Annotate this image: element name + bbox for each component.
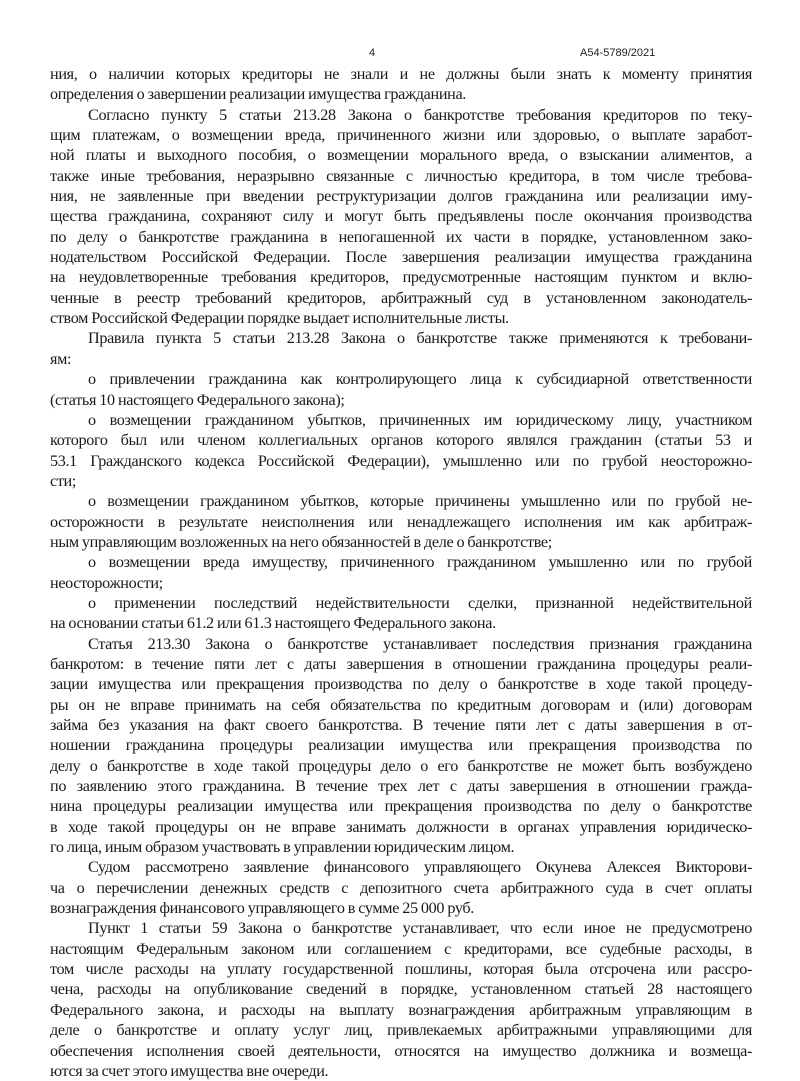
text-line: го лица, иным образом участвовать в управлении юридическим лицом. [50, 838, 515, 857]
text-line: определения о завершении реализации имущества гражданина. [50, 85, 466, 104]
text-line: о применении последствий недействительности сделки, признанной недействительной [88, 593, 752, 612]
text-line: деле о банкротстве и оплату услуг лиц, привлекаемых арбитражными управляющими для [50, 1021, 752, 1040]
text-line: на основании статьи 61.2 или 61.3 настоящего Федерального закона. [50, 614, 496, 633]
text-line: нина процедуры реализации имущества или прекращения производства по делу о банкротстве [50, 797, 752, 816]
text-line: щим платежам, о возмещении вреда, причиненного жизни или здоровью, о выплате заработ- [50, 126, 752, 145]
text-line: нодательством Российской Федерации. После завершения реализации имущества гражданина [50, 248, 752, 267]
text-line: настоящим Федеральным законом или соглашением с кредиторами, все судебные расходы, в [50, 939, 752, 958]
text-line: щества гражданина, сохраняют силу и могут быть предъявлены после окончания производства [50, 207, 752, 226]
text-line: Правила пункта 5 статьи 213.28 Закона о банкротстве также применяются к требовани- [88, 329, 752, 348]
text-line: о возмещении вреда имуществу, причиненного гражданином умышленно или по грубой [88, 553, 752, 572]
text-line: ям: [50, 349, 72, 368]
text-line: ются за счет этого имущества вне очереди. [50, 1061, 329, 1080]
paragraph [50, 64, 752, 105]
text-line: по делу о банкротстве гражданина в непогашенной их части в порядке, установленном зако- [50, 227, 752, 246]
text-line: также иные требования, неразрывно связанные с личностью кредитора, в том числе требова- [50, 166, 752, 185]
text-line: том числе расходы на уплату государственной пошлины, которая была отсрочена или рассро- [50, 960, 752, 979]
text-line: Статья 213.30 Закона о банкротстве устанавливает последствия признания гражданина [88, 634, 752, 653]
paragraph [50, 105, 752, 329]
text-line: вознаграждения финансового управляющего в сумме 25 000 руб. [50, 899, 474, 918]
text-line: на неудовлетворенные требования кредиторов, предусмотренные настоящим пунктом и вклю- [50, 268, 752, 287]
text-line: сти; [50, 471, 77, 490]
page-number: 4 [369, 47, 376, 59]
document-body [50, 64, 752, 1081]
paragraph [50, 491, 752, 552]
text-line: по заявлению этого гражданина. В течение трех лет с даты завершения в отношении гражда- [50, 777, 752, 796]
text-line: ры он не вправе принимать на себя обязательства по кредитным договорам и (или) договорам [50, 695, 752, 714]
text-line: Федерального закона, и расходы на выплату вознаграждения арбитражным управляющим в [50, 1000, 752, 1019]
text-line: 53.1 Гражданского кодекса Российской Федерации), умышленно или по грубой неосторожно- [50, 451, 752, 470]
text-line: делу о банкротстве в ходе такой процедуры дело о его банкротстве не может быть возбуждено [50, 756, 752, 775]
text-line: Судом рассмотрено заявление финансового управляющего Окунева Алексея Викторови- [88, 858, 752, 877]
paragraph [50, 328, 752, 369]
text-line: Согласно пункту 5 статьи 213.28 Закона о банкротстве требования кредиторов по теку- [88, 105, 752, 124]
text-line: ния, не заявленные при введении реструктуризации долгов гражданина или реализации иму- [50, 187, 752, 206]
text-line: о возмещении гражданином убытков, которые причинены умышленно или по грубой не- [88, 492, 752, 511]
text-line: ством Российской Федерации порядке выдает исполнительные листы. [50, 309, 509, 328]
text-line: неосторожности; [50, 573, 163, 592]
paragraph [50, 369, 752, 410]
case-number: А54-5789/2021 [580, 47, 656, 59]
paragraph [50, 918, 752, 1081]
page-header [0, 45, 800, 61]
paragraph [50, 410, 752, 491]
paragraph [50, 593, 752, 634]
text-line: Пункт 1 статьи 59 Закона о банкротстве устанавливает, что если иное не предусмотрено [88, 919, 752, 938]
text-line: ным управляющим возложенных на него обязанностей в деле о банкротстве; [50, 532, 552, 551]
text-line: ния, о наличии которых кредиторы не знали и не должны были знать к моменту принятия [50, 65, 752, 83]
text-line: ной платы и выходного пособия, о возмещении морального вреда, о взыскании алиментов, а [50, 146, 752, 165]
paragraph [50, 857, 752, 918]
text-line: в ходе такой процедуры он не вправе занимать должности в органах управления юридическо- [50, 817, 752, 836]
text-line: ча о перечислении денежных средств с депозитного счета арбитражного суда в счет оплаты [50, 878, 752, 897]
text-line: о привлечении гражданина как контролирующего лица к субсидиарной ответственности [88, 370, 752, 389]
text-line: обеспечения исполнения своей деятельности, относятся на имущество должника и возмеща- [50, 1041, 752, 1060]
text-line: ченные в реестр требований кредиторов, арбитражный суд в установленном законодатель- [50, 288, 752, 307]
text-line: (статья 10 настоящего Федерального закона); [50, 390, 345, 409]
text-line: о возмещении гражданином убытков, причиненных им юридическому лицу, участником [88, 410, 752, 429]
paragraph [50, 634, 752, 858]
text-line: банкротом: в течение пяти лет с даты завершения в отношении гражданина процедуры реали- [50, 654, 752, 673]
text-line: ношении гражданина процедуры реализации имущества или прекращения производства по [50, 736, 752, 755]
text-line: осторожности в результате неисполнения или ненадлежащего исполнения им как арбитраж- [50, 512, 752, 531]
text-line: займа без указания на факт своего банкротства. В течение пяти лет с даты завершения в от- [50, 716, 752, 734]
paragraph [50, 552, 752, 593]
text-line: чена, расходы на опубликование сведений в порядке, установленном статьей 28 настоящего [50, 980, 752, 999]
text-line: которого был или членом коллегиальных органов которого являлся гражданин (статьи 53 и [50, 431, 752, 450]
text-line: зации имущества или прекращения производства по делу о банкротстве в ходе такой процеду- [50, 675, 752, 694]
